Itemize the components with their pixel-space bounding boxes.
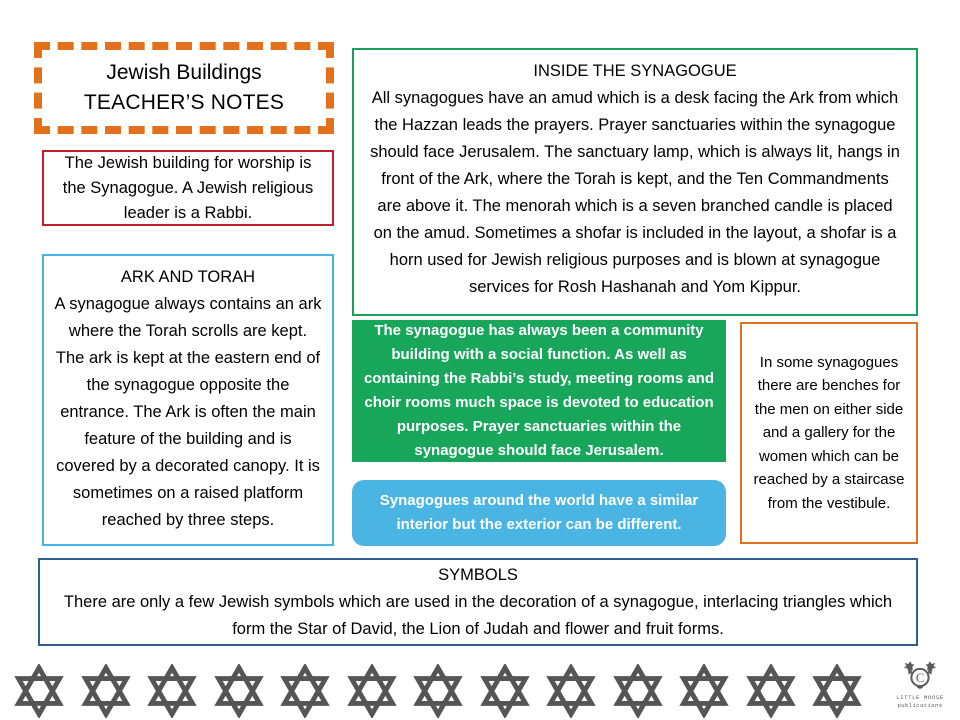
benches-and-gallery-box: [740, 322, 918, 544]
star-of-david-icon: [478, 664, 532, 718]
star-of-david-icon: [12, 664, 66, 718]
publisher-subtitle: publications: [897, 702, 943, 709]
community-function-box: [352, 320, 726, 462]
worship-definition-text: The Jewish building for worship is the Synagogue. A Jewish religious leader is a Rabbi.: [62, 153, 314, 222]
worship-definition-box: [42, 150, 334, 226]
inside-the-synagogue-box: [352, 48, 918, 316]
star-of-david-icon: [677, 664, 731, 718]
star-of-david-icon: [345, 664, 399, 718]
star-of-david-icon: [145, 664, 199, 718]
similar-interior-text: Synagogues around the world have a similar interior but the exterior can be different.: [379, 492, 699, 533]
title-line-2: TEACHER’S NOTES: [83, 91, 285, 114]
star-of-david-icon: [411, 664, 465, 718]
symbols-heading: SYMBOLS: [438, 565, 518, 584]
title-box: [34, 42, 334, 134]
star-of-david-icon: [278, 664, 332, 718]
publisher-name: LITTLE MOOSE: [896, 694, 944, 701]
ark-and-torah-text: A synagogue always contains an ark where the Torah scrolls are kept. The ark is kept at the eastern end of the synagogue opposite the entrance. The Ark is often the main feature of the building and is covered by a decorated canopy. It is sometimes on a raised platform reached by three steps.: [54, 295, 322, 529]
publisher-logo: [884, 660, 956, 716]
ark-and-torah-box: [42, 254, 334, 546]
ark-and-torah-heading: ARK AND TORAH: [120, 268, 256, 286]
star-of-david-icon: [810, 664, 864, 718]
star-of-david-icon: [544, 664, 598, 718]
svg-text:C: C: [915, 671, 925, 686]
community-function-text: The synagogue has always been a community building with a social function. As well as containing the Rabbi’s study, meeting rooms and choir rooms much space is devoted to education purposes. Prayer sanctuaries within the synagogue should face Jerusalem.: [363, 322, 715, 459]
similar-interior-box: [352, 480, 726, 546]
moose-copyright-icon: [884, 660, 956, 694]
benches-and-gallery-text: In some synagogues there are benches for the men on either side and a gallery for the women which can be reached by a staircase from the vestibule.: [753, 353, 905, 512]
star-of-david-icon: [79, 664, 133, 718]
inside-the-synagogue-text: All synagogues have an amud which is a desk facing the Ark from which the Hazzan leads the prayers. Prayer sanctuaries within the synagogue should face Jerusalem. The sanctuary lamp, which is always lit, hangs in front of the Ark, where the Torah is kept, and the Ten Commandments are above it. The menorah which is a seven branched candle is placed on the amud. Sometimes a shofar is included in the layout, a shofar is a horn used for Jewish religious purposes and is blown at synagogue services for Rosh Hashanah and Yom Kippur.: [370, 89, 900, 296]
star-of-david-icon: [212, 664, 266, 718]
star-of-david-strip: [0, 660, 960, 720]
star-of-david-icon: [744, 664, 798, 718]
symbols-box: [38, 558, 918, 646]
title-line-1: Jewish Buildings: [106, 61, 262, 84]
symbols-text: There are only a few Jewish symbols which are used in the decoration of a synagogue, interlacing triangles which form the Star of David, the Lion of Judah and flower and fruit forms.: [63, 592, 893, 638]
inside-the-synagogue-heading: INSIDE THE SYNAGOGUE: [533, 62, 737, 80]
star-of-david-icon: [611, 664, 665, 718]
